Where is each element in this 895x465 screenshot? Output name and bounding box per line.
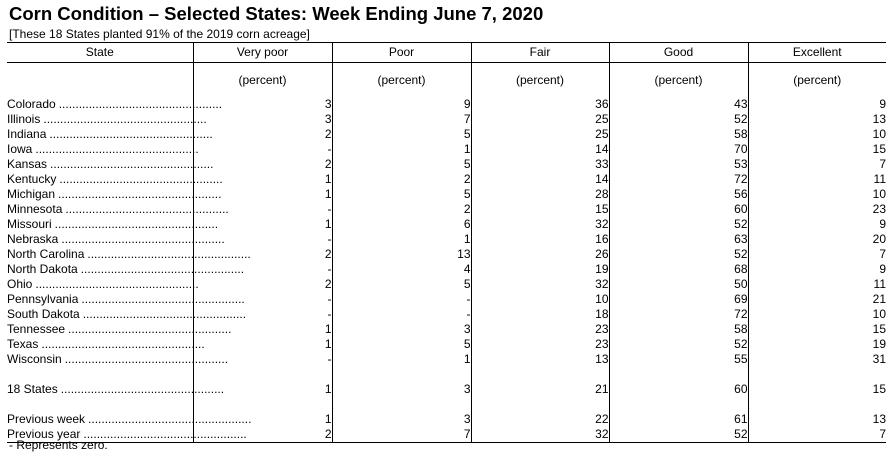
value-very-poor: 1 <box>193 382 332 397</box>
value-good: 58 <box>609 127 748 142</box>
value-good: 56 <box>609 187 748 202</box>
table-row <box>7 277 886 292</box>
unit-label: (percent) <box>332 63 471 98</box>
state-cell <box>7 217 219 232</box>
table-body <box>7 97 886 443</box>
state-name: Minnesota <box>7 202 65 216</box>
value-fair: 13 <box>471 352 609 367</box>
value-excellent: 23 <box>748 202 886 217</box>
value-fair: 32 <box>471 277 609 292</box>
value-poor: 4 <box>332 262 471 277</box>
value-very-poor: 2 <box>193 157 332 172</box>
state-cell <box>7 412 252 427</box>
state-name: North Dakota <box>7 262 81 276</box>
value-fair: 25 <box>471 127 609 142</box>
state-cell <box>7 172 223 187</box>
table-row <box>7 307 886 322</box>
dot-leader: ................................................. <box>43 112 207 126</box>
dot-leader: ................................................. <box>50 157 214 171</box>
column-header-state: State <box>7 43 193 63</box>
value-very-poor: - <box>193 292 332 307</box>
state-name: 18 States <box>7 382 61 396</box>
value-fair: 15 <box>471 202 609 217</box>
value-very-poor: 1 <box>193 217 332 232</box>
footnote: - Represents zero. <box>9 438 108 452</box>
spacer-cell <box>193 367 332 382</box>
value-poor: 1 <box>332 142 471 157</box>
value-very-poor: - <box>193 307 332 322</box>
spacer-row <box>7 367 886 382</box>
value-excellent: 31 <box>748 352 886 367</box>
table-title: Corn Condition – Selected States: Week Ending June 7, 2020 <box>9 3 544 24</box>
value-excellent: 15 <box>748 142 886 157</box>
value-good: 60 <box>609 382 748 397</box>
state-cell <box>7 292 245 307</box>
value-fair: 32 <box>471 427 609 443</box>
corn-condition-table <box>7 42 886 443</box>
value-poor: 7 <box>332 112 471 127</box>
value-excellent: 21 <box>748 292 886 307</box>
table-row <box>7 292 886 307</box>
value-good: 60 <box>609 202 748 217</box>
table-row <box>7 322 886 337</box>
value-poor: - <box>332 292 471 307</box>
value-poor: 5 <box>332 127 471 142</box>
value-poor: 5 <box>332 187 471 202</box>
state-name: Pennsylvania <box>7 292 81 306</box>
dot-leader: ................................................. <box>83 427 247 441</box>
state-name: Kentucky <box>7 172 59 186</box>
state-cell <box>7 97 223 112</box>
dot-leader: ................................................. <box>68 322 232 336</box>
value-fair: 26 <box>471 247 609 262</box>
dot-leader: ................................................. <box>65 202 229 216</box>
value-excellent: 19 <box>748 337 886 352</box>
dot-leader: ................................................. <box>35 277 199 291</box>
table-row <box>7 172 886 187</box>
unit-label: (percent) <box>609 63 748 98</box>
state-name: Previous week <box>7 412 88 426</box>
table-row <box>7 187 886 202</box>
spacer-cell <box>193 397 332 412</box>
dot-leader: ................................................. <box>35 142 199 156</box>
spacer-cell <box>471 397 609 412</box>
state-cell <box>7 382 225 397</box>
value-good: 61 <box>609 412 748 427</box>
units-blank <box>7 63 193 98</box>
state-cell <box>7 322 232 337</box>
dot-leader: ................................................. <box>58 187 222 201</box>
state-cell <box>7 262 245 277</box>
unit-label: (percent) <box>748 63 886 98</box>
value-very-poor: - <box>193 232 332 247</box>
value-very-poor: 1 <box>193 337 332 352</box>
value-fair: 23 <box>471 337 609 352</box>
value-poor: 1 <box>332 232 471 247</box>
value-fair: 36 <box>471 97 609 112</box>
table-row <box>7 352 886 367</box>
value-good: 68 <box>609 262 748 277</box>
value-excellent: 11 <box>748 277 886 292</box>
value-poor: 3 <box>332 322 471 337</box>
state-name: Missouri <box>7 217 55 231</box>
spacer-cell <box>609 367 748 382</box>
value-good: 52 <box>609 247 748 262</box>
value-poor: 6 <box>332 217 471 232</box>
state-cell <box>7 127 213 142</box>
value-excellent: 7 <box>748 157 886 172</box>
value-fair: 10 <box>471 292 609 307</box>
table-subtitle: [These 18 States planted 91% of the 2019 corn acreage] <box>9 27 310 41</box>
value-poor: - <box>332 307 471 322</box>
value-fair: 25 <box>471 112 609 127</box>
value-fair: 22 <box>471 412 609 427</box>
state-name: North Carolina <box>7 247 87 261</box>
table-row <box>7 262 886 277</box>
spacer-cell <box>7 367 193 382</box>
value-very-poor: 1 <box>193 172 332 187</box>
table-row <box>7 217 886 232</box>
state-cell <box>7 232 225 247</box>
value-fair: 21 <box>471 382 609 397</box>
value-poor: 7 <box>332 427 471 443</box>
value-poor: 5 <box>332 157 471 172</box>
value-good: 52 <box>609 337 748 352</box>
table-row <box>7 382 886 397</box>
value-excellent: 13 <box>748 112 886 127</box>
spacer-cell <box>748 397 886 412</box>
table-row <box>7 112 886 127</box>
dot-leader: ................................................. <box>59 172 223 186</box>
value-excellent: 20 <box>748 232 886 247</box>
spacer-cell <box>332 367 471 382</box>
state-name: Previous year <box>7 427 83 441</box>
value-excellent: 7 <box>748 427 886 443</box>
value-good: 63 <box>609 232 748 247</box>
spacer-cell <box>332 397 471 412</box>
units-row <box>7 63 886 98</box>
table-row <box>7 247 886 262</box>
state-cell <box>7 202 229 217</box>
column-header-good: Good <box>609 43 748 63</box>
dot-leader: ................................................. <box>88 412 252 426</box>
value-excellent: 7 <box>748 247 886 262</box>
value-poor: 2 <box>332 172 471 187</box>
value-poor: 3 <box>332 412 471 427</box>
value-fair: 19 <box>471 262 609 277</box>
state-name: Tennessee <box>7 322 68 336</box>
value-good: 58 <box>609 322 748 337</box>
column-header-excellent: Excellent <box>748 43 886 63</box>
state-name: Illinois <box>7 112 43 126</box>
value-very-poor: 2 <box>193 127 332 142</box>
value-very-poor: 2 <box>193 427 332 443</box>
value-fair: 23 <box>471 322 609 337</box>
spacer-cell <box>748 367 886 382</box>
value-good: 55 <box>609 352 748 367</box>
value-fair: 18 <box>471 307 609 322</box>
value-poor: 9 <box>332 97 471 112</box>
dot-leader: ................................................. <box>49 127 213 141</box>
value-excellent: 10 <box>748 307 886 322</box>
value-very-poor: 2 <box>193 277 332 292</box>
unit-label: (percent) <box>471 63 609 98</box>
column-header-fair: Fair <box>471 43 609 63</box>
dot-leader: ................................................. <box>80 262 245 276</box>
value-excellent: 9 <box>748 217 886 232</box>
value-good: 52 <box>609 427 748 443</box>
value-good: 70 <box>609 142 748 157</box>
dot-leader: ................................................. <box>81 292 245 306</box>
state-cell <box>7 247 251 262</box>
value-very-poor: - <box>193 352 332 367</box>
value-very-poor: - <box>193 142 332 157</box>
state-name: Kansas <box>7 157 50 171</box>
table-row <box>7 412 886 427</box>
dot-leader: ................................................. <box>61 232 225 246</box>
value-very-poor: 3 <box>193 112 332 127</box>
value-very-poor: 1 <box>193 412 332 427</box>
dot-leader: ................................................. <box>82 307 247 321</box>
state-name: Texas <box>7 337 41 351</box>
value-excellent: 15 <box>748 382 886 397</box>
state-name: South Dakota <box>7 307 83 321</box>
table-row <box>7 142 886 157</box>
value-very-poor: - <box>193 202 332 217</box>
column-header-very-poor: Very poor <box>193 43 332 63</box>
value-very-poor: 3 <box>193 97 332 112</box>
value-poor: 5 <box>332 277 471 292</box>
spacer-cell <box>7 397 193 412</box>
state-cell <box>7 142 199 157</box>
value-fair: 32 <box>471 217 609 232</box>
dot-leader: ................................................. <box>64 352 229 366</box>
value-poor: 5 <box>332 337 471 352</box>
value-good: 43 <box>609 97 748 112</box>
value-fair: 14 <box>471 142 609 157</box>
value-good: 69 <box>609 292 748 307</box>
dot-leader: ................................................. <box>87 247 251 261</box>
dot-leader: ................................................. <box>41 337 205 351</box>
table-row <box>7 157 886 172</box>
state-cell <box>7 277 199 292</box>
value-good: 53 <box>609 157 748 172</box>
state-cell <box>7 352 229 367</box>
state-name: Ohio <box>7 277 35 291</box>
state-name: Indiana <box>7 127 49 141</box>
spacer-row <box>7 397 886 412</box>
state-cell <box>7 307 247 322</box>
table-row <box>7 232 886 247</box>
value-poor: 1 <box>332 352 471 367</box>
state-name: Michigan <box>7 187 58 201</box>
table-row <box>7 427 886 443</box>
value-poor: 13 <box>332 247 471 262</box>
value-very-poor: 1 <box>193 187 332 202</box>
table-row <box>7 202 886 217</box>
state-cell <box>7 187 222 202</box>
dot-leader: ................................................. <box>60 382 225 396</box>
state-cell <box>7 157 214 172</box>
table-row <box>7 97 886 112</box>
unit-label: (percent) <box>193 63 332 98</box>
dot-leader: ................................................. <box>54 217 219 231</box>
value-fair: 28 <box>471 187 609 202</box>
state-cell <box>7 112 207 127</box>
state-name: Nebraska <box>7 232 61 246</box>
state-name: Wisconsin <box>7 352 65 366</box>
state-name: Iowa <box>7 142 35 156</box>
value-fair: 16 <box>471 232 609 247</box>
value-poor: 3 <box>332 382 471 397</box>
value-very-poor: 2 <box>193 247 332 262</box>
state-name: Colorado <box>7 97 59 111</box>
value-excellent: 15 <box>748 322 886 337</box>
value-excellent: 9 <box>748 97 886 112</box>
table-row <box>7 337 886 352</box>
value-excellent: 13 <box>748 412 886 427</box>
spacer-cell <box>609 397 748 412</box>
value-excellent: 10 <box>748 187 886 202</box>
value-fair: 33 <box>471 157 609 172</box>
value-excellent: 9 <box>748 262 886 277</box>
value-good: 52 <box>609 112 748 127</box>
value-poor: 2 <box>332 202 471 217</box>
column-header-row <box>7 43 886 63</box>
value-good: 50 <box>609 277 748 292</box>
value-very-poor: - <box>193 262 332 277</box>
dot-leader: ................................................. <box>58 97 223 111</box>
value-fair: 14 <box>471 172 609 187</box>
spacer-cell <box>471 367 609 382</box>
state-cell <box>7 337 205 352</box>
value-excellent: 11 <box>748 172 886 187</box>
value-excellent: 10 <box>748 127 886 142</box>
value-good: 52 <box>609 217 748 232</box>
value-very-poor: 1 <box>193 322 332 337</box>
column-header-poor: Poor <box>332 43 471 63</box>
table-row <box>7 127 886 142</box>
value-good: 72 <box>609 307 748 322</box>
value-good: 72 <box>609 172 748 187</box>
